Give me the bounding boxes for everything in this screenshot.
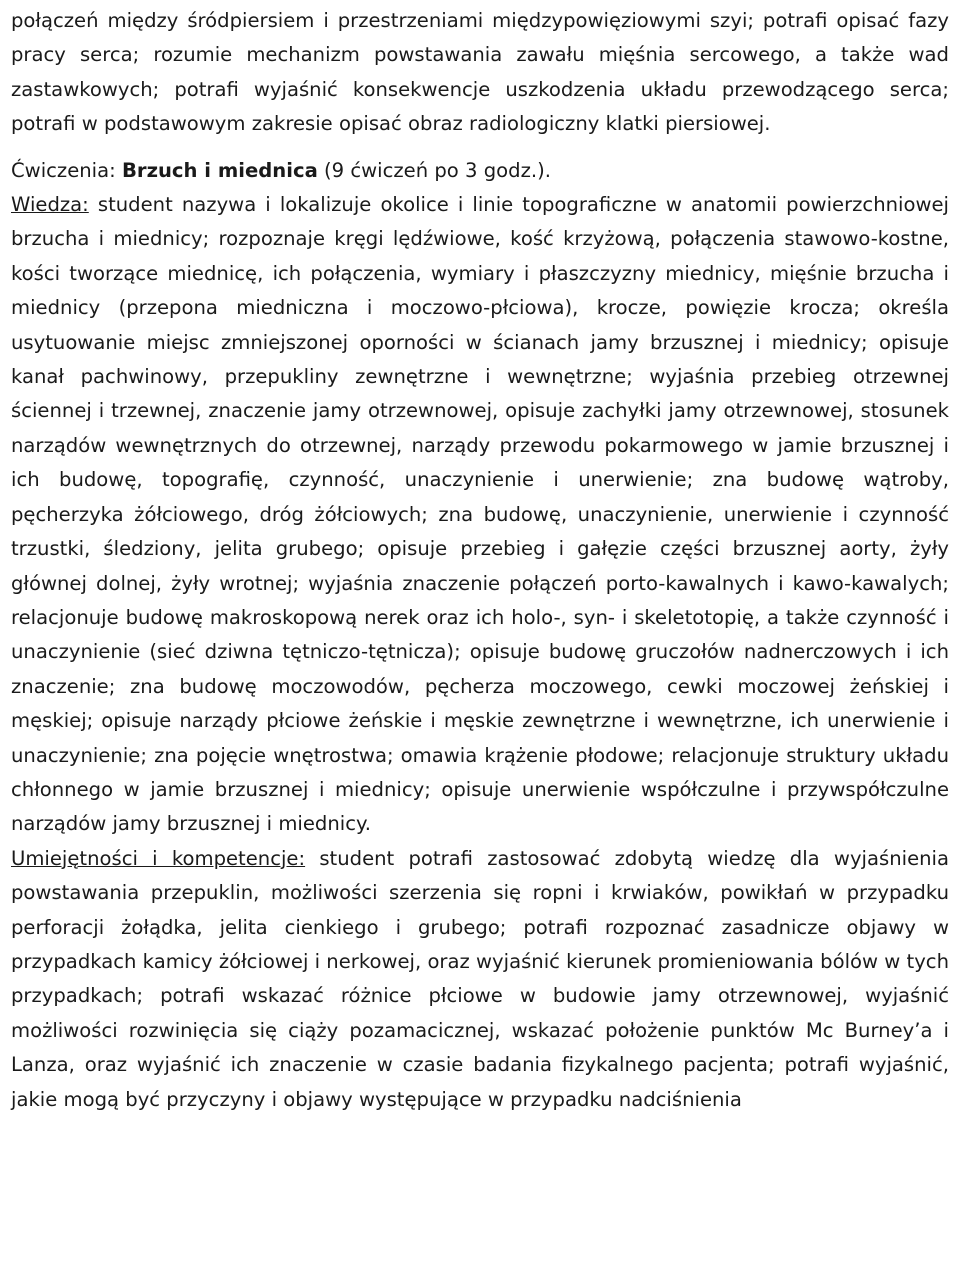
exercises-prefix: Ćwiczenia: (11, 158, 122, 182)
exercises-topic: Brzuch i miednica (121, 158, 318, 182)
exercises-heading (11, 154, 949, 188)
paragraph-gap (11, 142, 949, 154)
skills-text: student potrafi zastosować zdobytą wiedzę dla wyjaśnienia powstawania przepuklin, możliwości szerzenia się ropni i krwiaków, powikłań w przypadku perforacji żołądka, jelita cienkiego i grubego; potrafi rozpoznać zasadnicze objawy w przypadkach kamicy żółciowej i nerkowej, oraz wyjaśnić kierunek promieniowania bólów w tych przypadkach; potrafi wskazać różnice płciowe w budowie jamy otrzewnowej, wyjaśnić możliwości rozwinięcia się ciąży pozamacicznej, wskazać położenie punktów Mc Burney’a i Lanza, oraz wyjaśnić ich znaczenie w czasie badania fizykalnego pacjenta; potrafi wyjaśnić, jakie mogą być przyczyny i objawy występujące w przypadku nadciśnienia (11, 846, 949, 1111)
knowledge-label: Wiedza: (11, 193, 89, 217)
skills-label: Umiejętności i kompetencje: (11, 846, 306, 870)
intro-paragraph: połączeń między śródpiersiem i przestrzeniami międzypowięziowymi szyi; potrafi opisać fazy pracy serca; rozumie mechanizm powstawania zawału mięśnia sercowego, a także wad zastawkowych; potrafi wyjaśnić konsekwencje uszkodzenia układu przewodzącego serca; potrafi w podstawowym zakresie opisać obraz radiologiczny klatki piersiowej. (11, 9, 949, 136)
knowledge-paragraph (11, 188, 949, 842)
exercises-suffix: (9 ćwiczeń po 3 godz.). (317, 158, 551, 182)
skills-paragraph (11, 842, 949, 1117)
knowledge-text: student nazywa i lokalizuje okolice i linie topograficzne w anatomii powierzchniowej brzucha i miednicy; rozpoznaje kręgi lędźwiowe, kość krzyżową, połączenia stawowo-kostne, kości tworzące miednicę, ich połączenia, wymiary i płaszczyzny miednicy, mięśnie brzucha i miednicy (przepona miedniczna i moczowo-płciowa), krocze, powięzie krocza; określa usytuowanie miejsc zmniejszonej oporności w ścianach jamy brzusznej i miednicy; opisuje kanał pachwinowy, przepukliny zewnętrzne i wewnętrzne; wyjaśnia przebieg otrzewnej ściennej i trzewnej, znaczenie jamy otrzewnowej, opisuje zachyłki jamy otrzewnowej, stosunek narządów wewnętrznych do otrzewnej, narządy przewodu pokarmowego w jamie brzusznej i ich budowę, topografię, czynność, unaczynienie i unerwienie; zna budowę wątroby, pęcherzyka żółciowego, dróg żółciowych; zna budowę, unaczynienie, unerwienie i czynność trzustki, śledziony, jelita grubego; opisuje przebieg i gałęzie części brzusznej aorty, żyły głównej dolnej, żyły wrotnej; wyjaśnia znaczenie połączeń porto-kawalnych i kawo-kawalych; relacjonuje budowę makroskopową nerek oraz ich holo-, syn- i skeletotopię, a także czynność i unaczynienie (sieć dziwna tętniczo-tętnicza); opisuje budowę gruczołów nadnerczowych i ich znaczenie; zna budowę moczowodów, pęcherza moczowego, cewki moczowej żeńskiej i męskiej; opisuje narządy płciowe żeńskie i męskie zewnętrzne i wewnętrzne, ich unerwienie i unaczynienie; zna pojęcie wnętrostwa; omawia krążenie płodowe; relacjonuje struktury układu chłonnego w jamie brzusznej i miednicy; opisuje unerwienie współczulne i przywspółczulne narządów jamy brzusznej i miednicy. (11, 193, 949, 836)
